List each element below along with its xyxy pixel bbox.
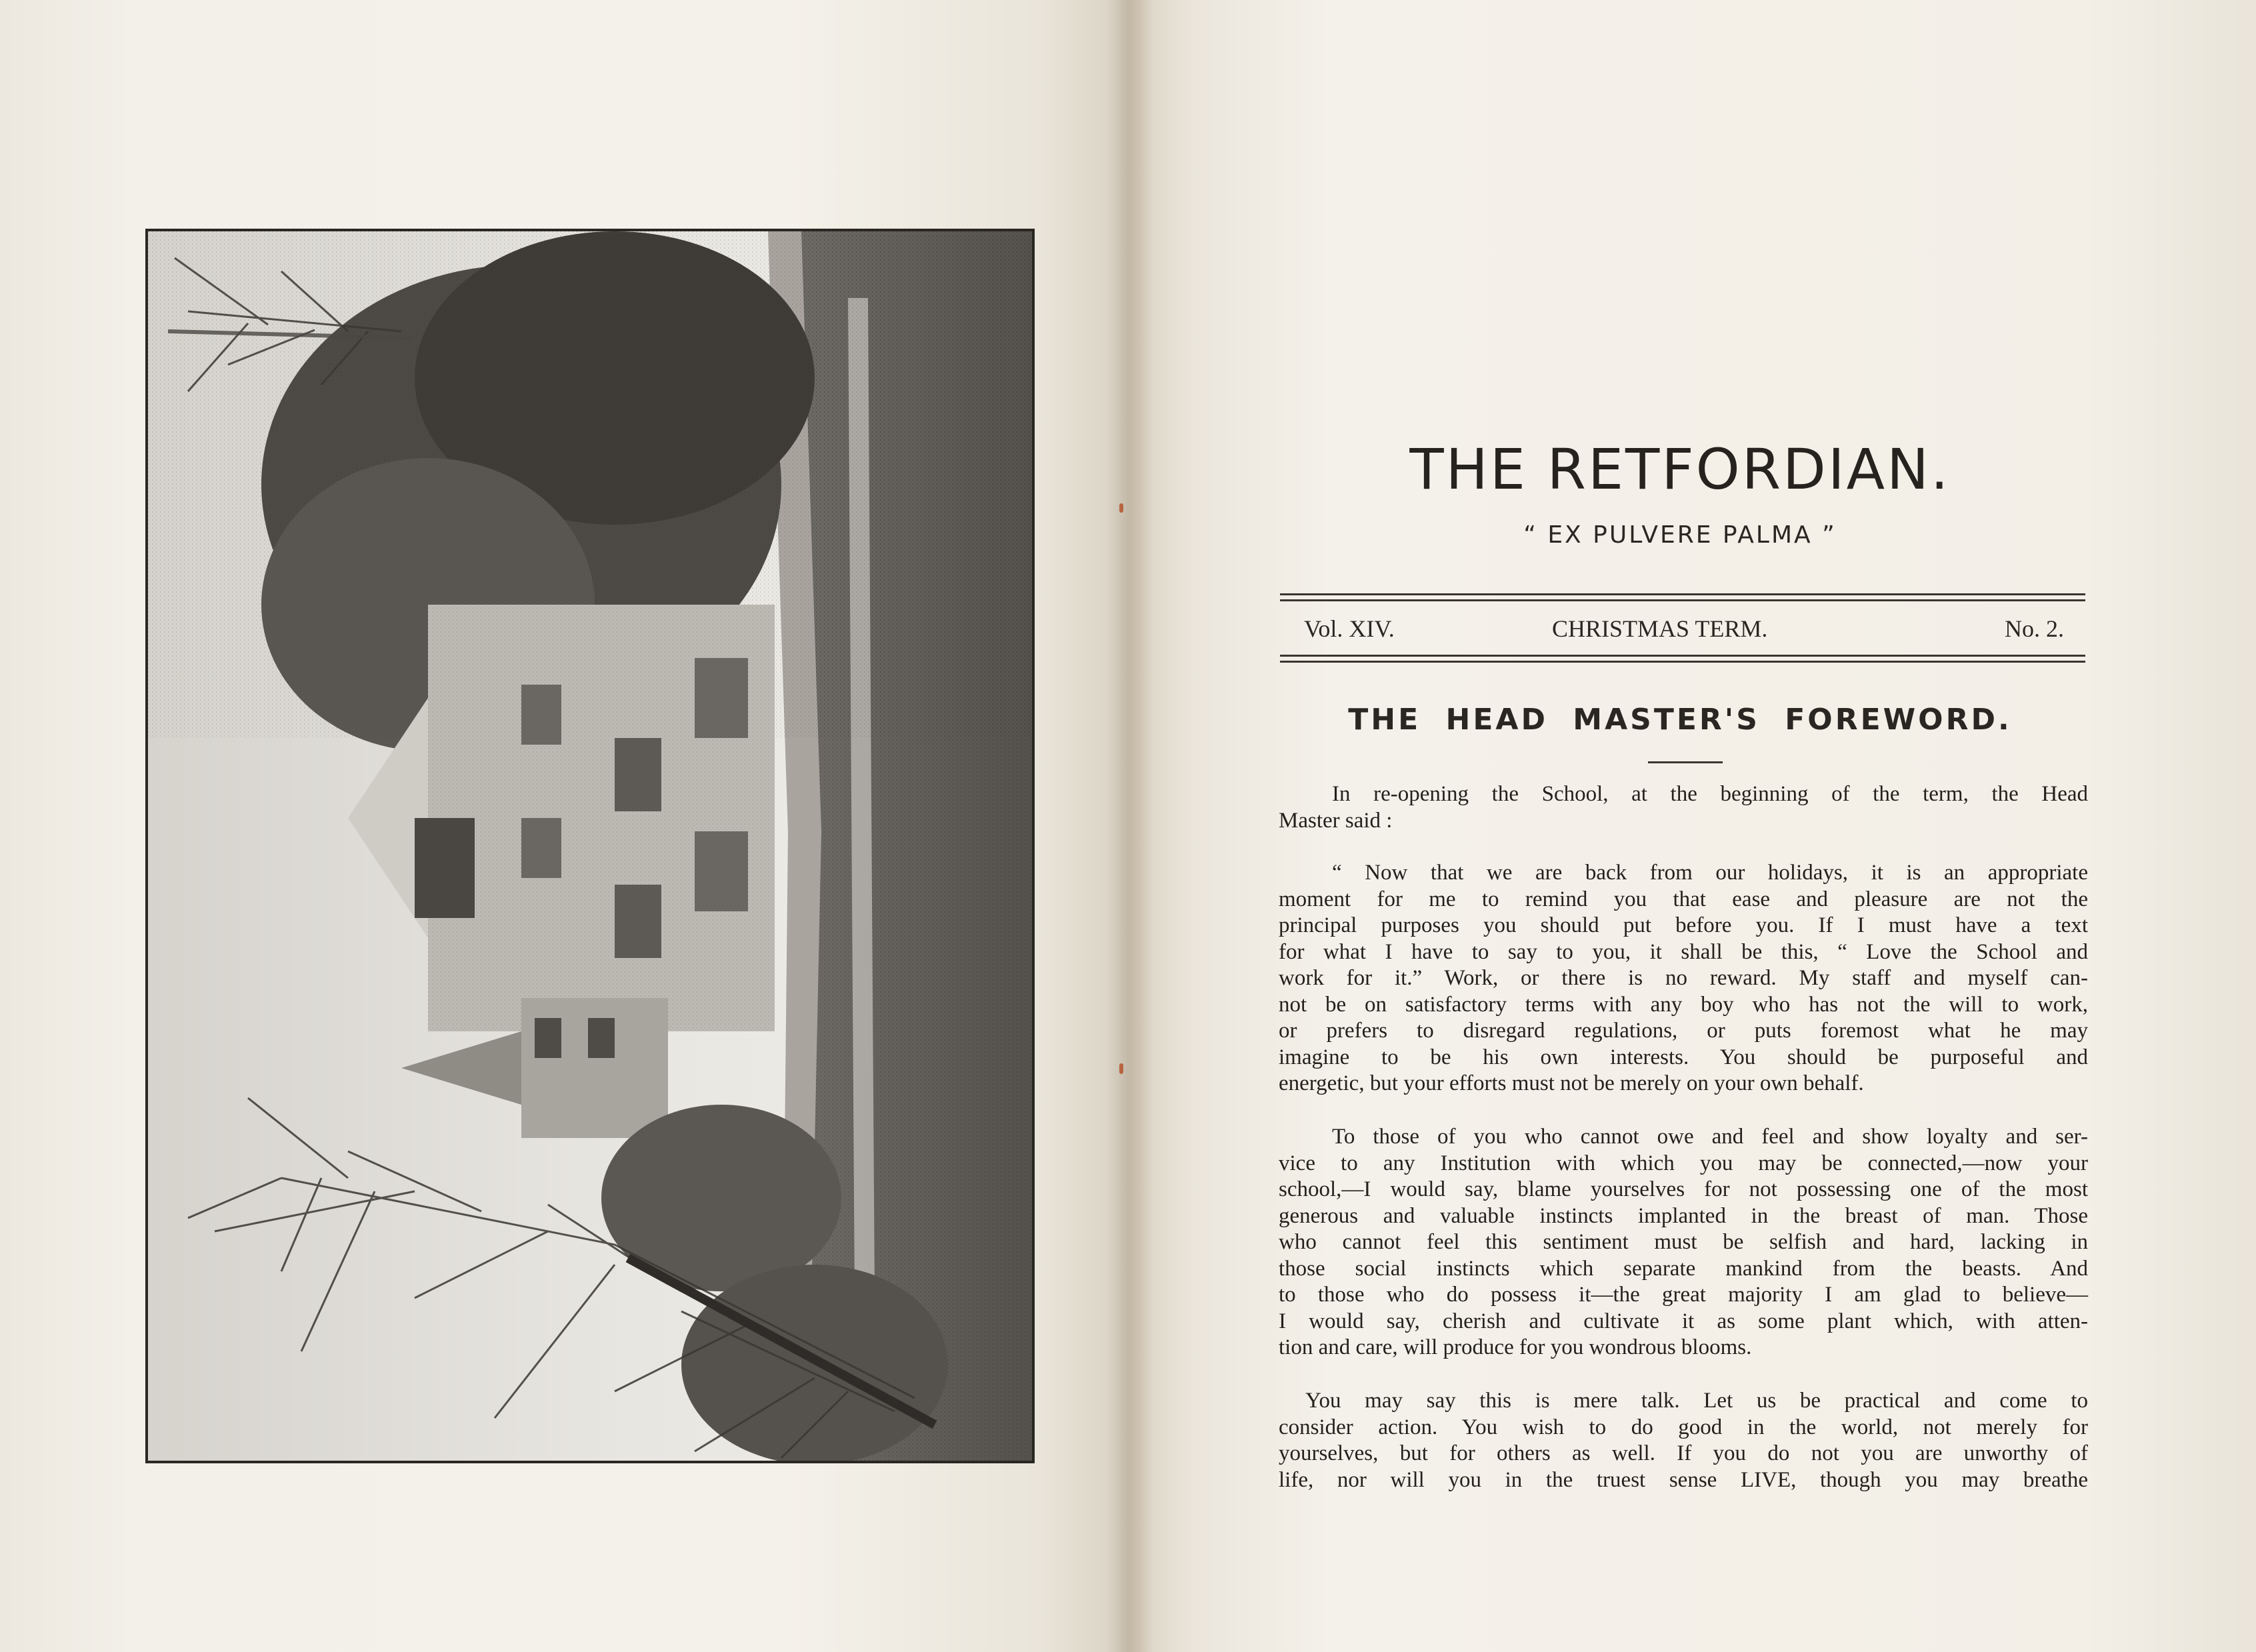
text-line: principal purposes you should put before you. If I must have a text	[1279, 913, 2088, 937]
school-photograph-plate	[145, 229, 1035, 1463]
text-line: life, nor will you in the truest sense LIVE, though you may breathe	[1279, 1467, 2088, 1492]
text-line: to those who do possess it—the great majority I am glad to believe—	[1279, 1283, 2088, 1307]
text-line: You may say this is mere talk. Let us be practical and come to	[1305, 1389, 2088, 1413]
text-line: In re-opening the School, at the beginning of the term, the Head	[1332, 782, 2088, 806]
text-line: moment for me to remind you that ease and pleasure are not the	[1279, 887, 2088, 911]
title-divider	[1648, 761, 1723, 763]
issue-line	[1304, 615, 2064, 648]
paragraph-3	[1279, 1124, 2088, 1361]
rust-spot	[1119, 1063, 1123, 1074]
text-line: consider action. You wish to do good in the world, not merely for	[1279, 1415, 2088, 1439]
text-line: energetic, but your efforts must not be merely on your own behalf.	[1279, 1071, 1864, 1095]
rust-spot	[1119, 503, 1123, 513]
text-line: tion and care, will produce for you wondrous blooms.	[1279, 1335, 1752, 1359]
text-line: generous and valuable instincts implanted in the breast of man. Those	[1279, 1203, 2088, 1228]
article-title: THE HEAD MASTER'S FOREWORD.	[1348, 703, 2012, 737]
paragraph-4	[1279, 1388, 2088, 1493]
text-line: yourselves, but for others as well. If you do not you are unworthy of	[1279, 1441, 2088, 1465]
book-gutter	[1107, 0, 1153, 1652]
text-line: who cannot feel this sentiment must be selfish and hard, lacking in	[1279, 1230, 2088, 1254]
text-line: To those of you who cannot owe and feel and show loyalty and ser-	[1332, 1125, 2088, 1149]
text-line: I would say, cherish and cultivate it as some plant which, with atten-	[1279, 1309, 2088, 1333]
text-line: or prefers to disregard regulations, or puts foremost what he may	[1279, 1019, 2088, 1043]
double-rule-top-b	[1280, 599, 2085, 601]
double-rule-bottom-a	[1280, 655, 2085, 657]
text-line: imagine to be his own interests. You should be purposeful and	[1279, 1045, 2088, 1069]
issue-number: No. 2.	[2005, 615, 2064, 642]
school-photograph	[148, 231, 1032, 1461]
left-page	[0, 0, 1127, 1652]
double-rule-top-a	[1280, 593, 2085, 595]
text-line: vice to any Institution with which you may be connected,—now your	[1279, 1151, 2088, 1175]
masthead-motto: “ EX PULVERE PALMA ”	[1523, 521, 1837, 549]
text-line: not be on satisfactory terms with any boy who has not the will to work,	[1279, 992, 2088, 1017]
text-line: Master said :	[1279, 808, 1393, 833]
text-line: those social instincts which separate mankind from the beasts. And	[1279, 1256, 2088, 1281]
text-line: for what I have to say to you, it shall be this, “ Love the School and	[1279, 939, 2088, 964]
text-line: work for it.” Work, or there is no reward. My staff and myself can-	[1279, 966, 2088, 990]
text-line: “ Now that we are back from our holidays, it is an appropriate	[1332, 861, 2088, 885]
double-rule-bottom-b	[1280, 661, 2085, 663]
masthead-title: THE RETFORDIAN.	[1409, 437, 1951, 502]
text-line: school,—I would say, blame yourselves for not possessing one of the most	[1279, 1177, 2088, 1201]
issue-volume: Vol. XIV.	[1304, 615, 1395, 642]
paragraph-1	[1279, 781, 2088, 834]
paragraph-2	[1279, 860, 2088, 1097]
issue-term: CHRISTMAS TERM.	[1552, 615, 1768, 642]
